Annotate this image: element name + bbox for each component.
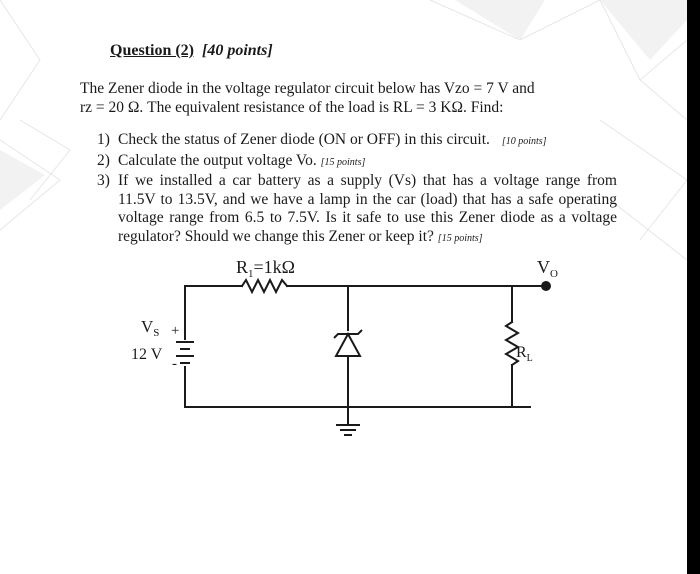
vo-label: $V_O$ xyxy=(537,257,558,280)
item-number: 3) xyxy=(97,172,110,189)
intro-line-2: rz = 20 Ω. The equivalent resistance of the load is RL = 3 KΩ. Find: xyxy=(80,99,504,116)
item-number: 2) xyxy=(97,151,110,169)
question-title: Question (2) xyxy=(110,42,194,59)
zener-diode-symbol xyxy=(334,330,362,356)
intro-line-1: The Zener diode in the voltage regulator circuit below has Vzo = 7 V and xyxy=(80,80,535,97)
vs-minus-label: - xyxy=(172,356,177,372)
item-points: [15 points] xyxy=(320,156,366,168)
item-text-body: Calculate the output voltage Vo. xyxy=(118,151,317,169)
ground-symbol xyxy=(336,425,360,435)
vs-plus-label: + xyxy=(171,323,180,339)
item-points: [15 points] xyxy=(437,232,483,244)
vs-label: $V_S$ xyxy=(141,317,160,339)
r1-label: $R_1=1k\Omega$ xyxy=(236,257,296,280)
item-text-body: Check the status of Zener diode (ON or OFF) in this circuit. xyxy=(118,131,490,148)
r1-resistor-symbol xyxy=(242,280,287,292)
item-text-body: If we installed a car battery as a supply (Vs) that has a voltage range from 11.5V to 13.5V, and we have a lamp in the car (load) that has a safe operating voltage range from 6.5 to 7.5V. Is it safe to use this Zener diode as a voltage regulator? Should we change this Zener or keep it? xyxy=(118,172,617,245)
vs-value-label: 12 V xyxy=(131,346,163,363)
output-terminal-dot xyxy=(541,281,551,291)
item-points: [10 points] xyxy=(501,136,547,147)
question-points: [40 points] xyxy=(202,42,273,59)
item-number: 1) xyxy=(97,131,110,148)
rl-label: $R_L$ xyxy=(516,344,533,364)
